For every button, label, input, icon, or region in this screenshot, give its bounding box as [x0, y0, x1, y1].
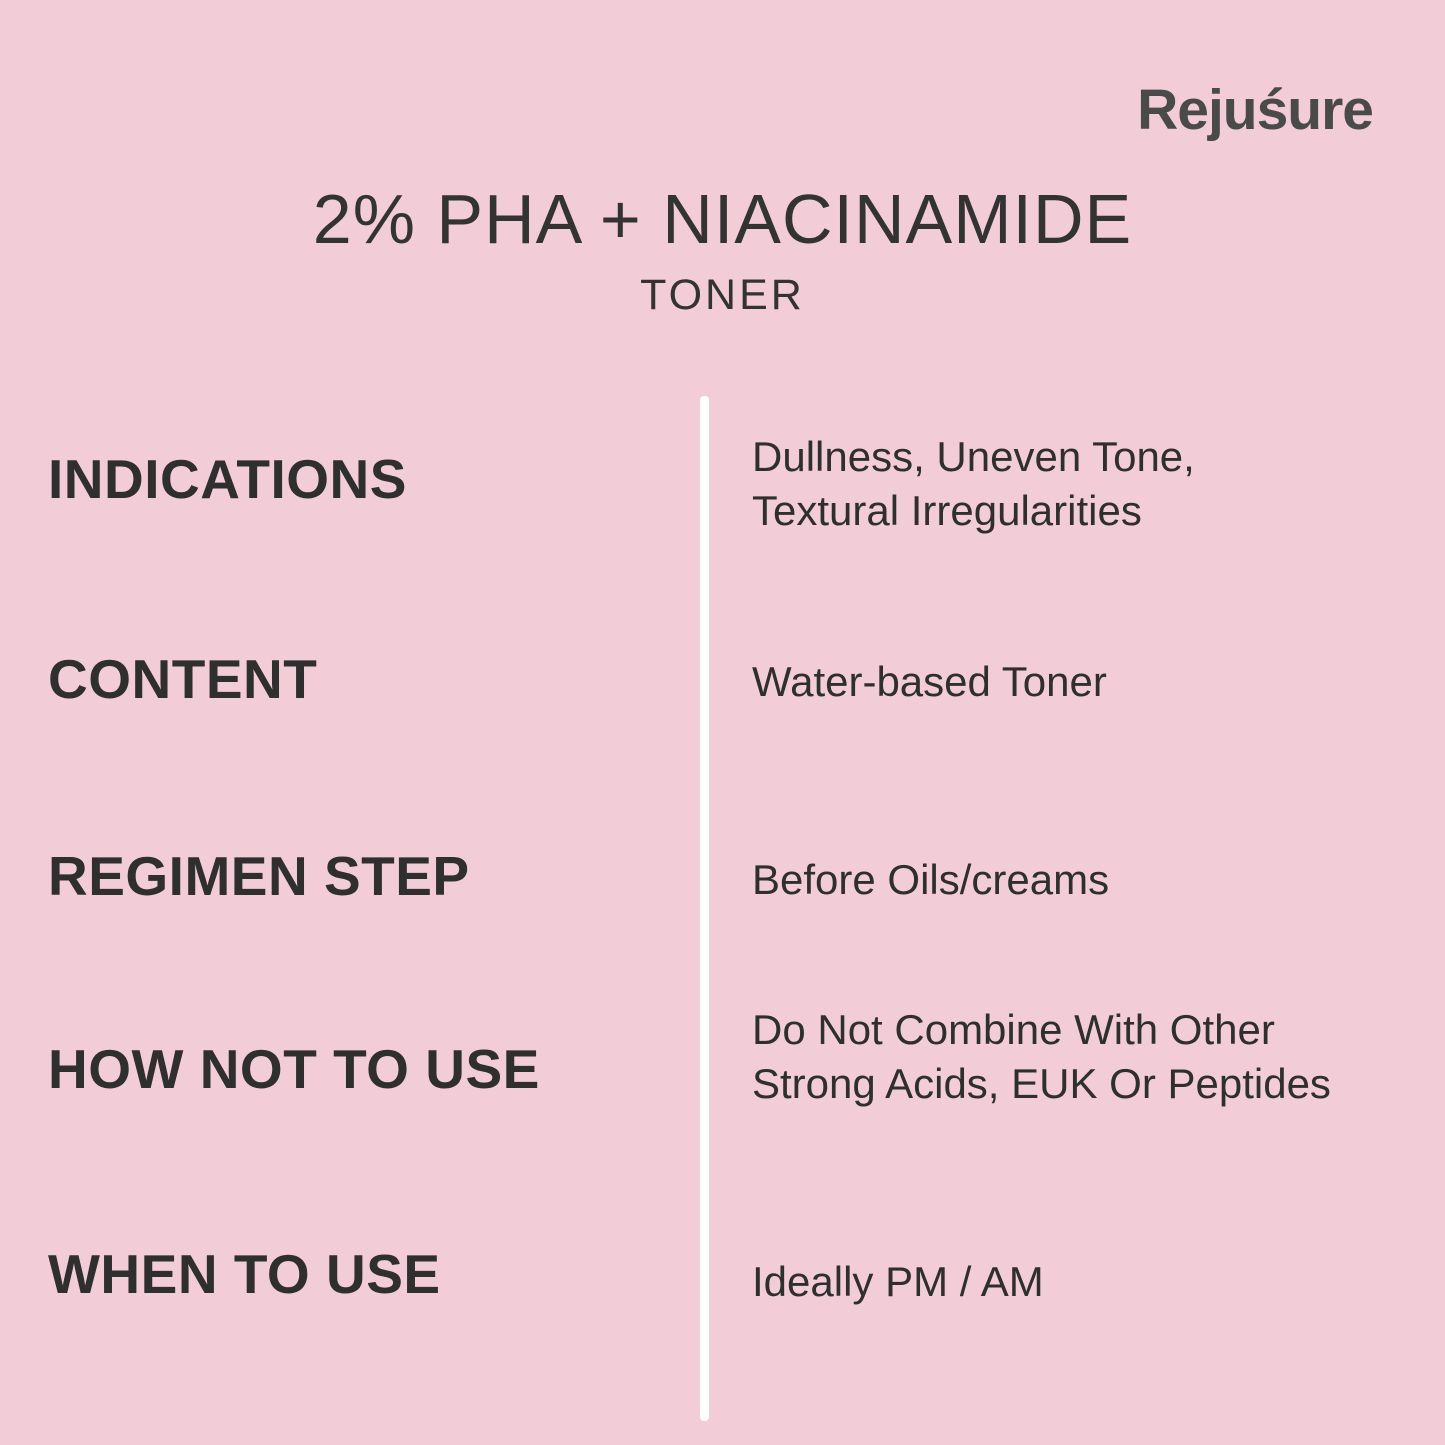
spec-label-indications: INDICATIONS — [48, 448, 407, 510]
spec-value-when-to-use: Ideally PM / AM — [752, 1258, 1044, 1305]
spec-label-how-not-to-use: HOW NOT TO USE — [48, 1038, 540, 1100]
spec-value-indications: Dullness, Uneven Tone, Textural Irregularities — [752, 433, 1195, 534]
spec-label-when-to-use: WHEN TO USE — [48, 1243, 441, 1305]
spec-label-content: CONTENT — [48, 648, 318, 710]
spec-value-content: Water-based Toner — [752, 658, 1107, 705]
title-block — [0, 180, 1445, 320]
spec-label-regimen-step: REGIMEN STEP — [48, 845, 470, 907]
brand-logo: Rejuśure — [1137, 78, 1373, 142]
product-title: 2% PHA + NIACINAMIDE — [312, 180, 1133, 258]
spec-value-how-not-to-use: Do Not Combine With Other Strong Acids, EUK Or Peptides — [752, 1006, 1331, 1107]
vertical-divider — [700, 396, 709, 1421]
product-subtitle: TONER — [640, 270, 805, 319]
spec-value-regimen-step: Before Oils/creams — [752, 856, 1110, 903]
